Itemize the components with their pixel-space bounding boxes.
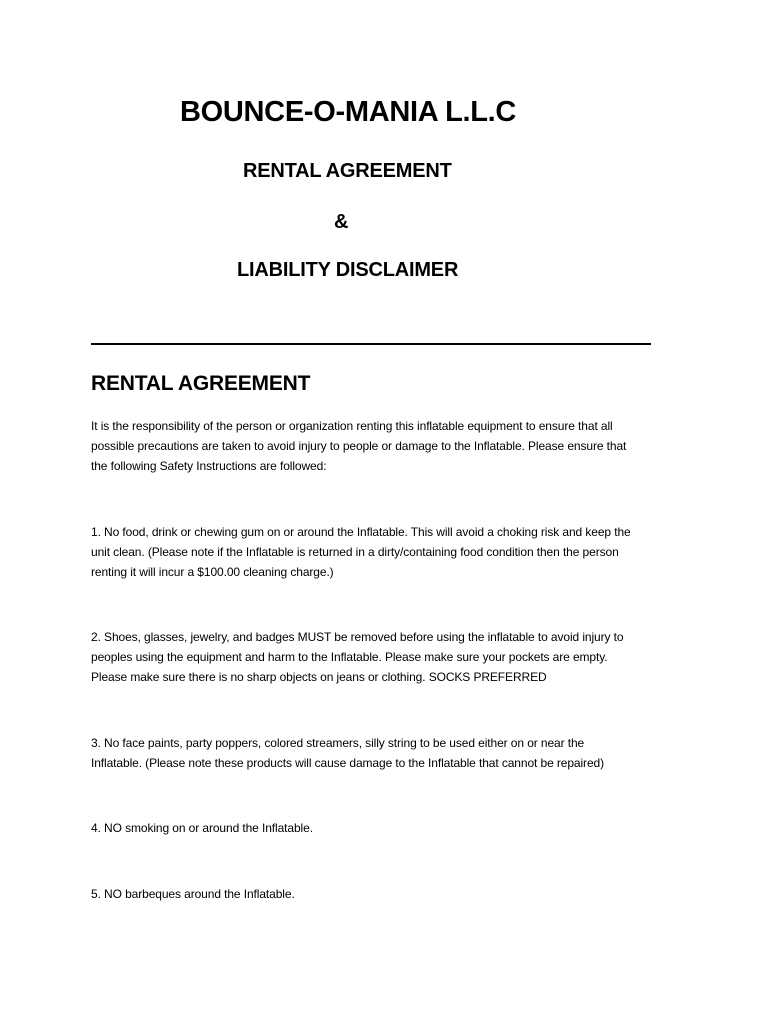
rule-item-line: 1. No food, drink or chewing gum on or around the Inflatable. This will avoid a choking risk and keep the: [91, 525, 631, 539]
horizontal-divider: [91, 343, 651, 345]
rule-item-line: peoples using the equipment and harm to the Inflatable. Please make sure your pockets are empty.: [91, 650, 608, 664]
intro-line: It is the responsibility of the person or organization renting this inflatable equipment to ensure that all: [91, 419, 613, 433]
rule-item-3: [91, 733, 691, 773]
company-name: BOUNCE-O-MANIA L.L.C: [180, 96, 517, 128]
rule-item-line: renting it will incur a $100.00 cleaning charge.): [91, 565, 334, 579]
section-heading: RENTAL AGREEMENT: [91, 372, 311, 395]
intro-paragraph: [91, 416, 691, 476]
title-ampersand: &: [334, 211, 349, 233]
rule-item-line: Inflatable. (Please note these products will cause damage to the Inflatable that cannot be repaired): [91, 756, 604, 770]
rule-item-line: 4. NO smoking on or around the Inflatable.: [91, 821, 313, 835]
rule-item-4: [91, 818, 691, 838]
intro-line: possible precautions are taken to avoid injury to people or damage to the Inflatable. Please ensure that: [91, 439, 627, 453]
intro-line: the following Safety Instructions are followed:: [91, 459, 327, 473]
rule-item-line: unit clean. (Please note if the Inflatable is returned in a dirty/containing food condition then the person: [91, 545, 619, 559]
rule-item-line: Please make sure there is no sharp objects on jeans or clothing. SOCKS PREFERRED: [91, 670, 547, 684]
rule-item-5: [91, 884, 691, 904]
rule-item-line: 2. Shoes, glasses, jewelry, and badges MUST be removed before using the inflatable to avoid injury to: [91, 630, 624, 644]
title-rental-agreement: RENTAL AGREEMENT: [243, 160, 452, 182]
rule-item-1: [91, 522, 691, 582]
rule-item-2: [91, 627, 691, 687]
rule-item-line: 3. No face paints, party poppers, colored streamers, silly string to be used either on or near the: [91, 736, 585, 750]
title-liability-disclaimer: LIABILITY DISCLAIMER: [237, 259, 459, 281]
rule-item-line: 5. NO barbeques around the Inflatable.: [91, 887, 295, 901]
